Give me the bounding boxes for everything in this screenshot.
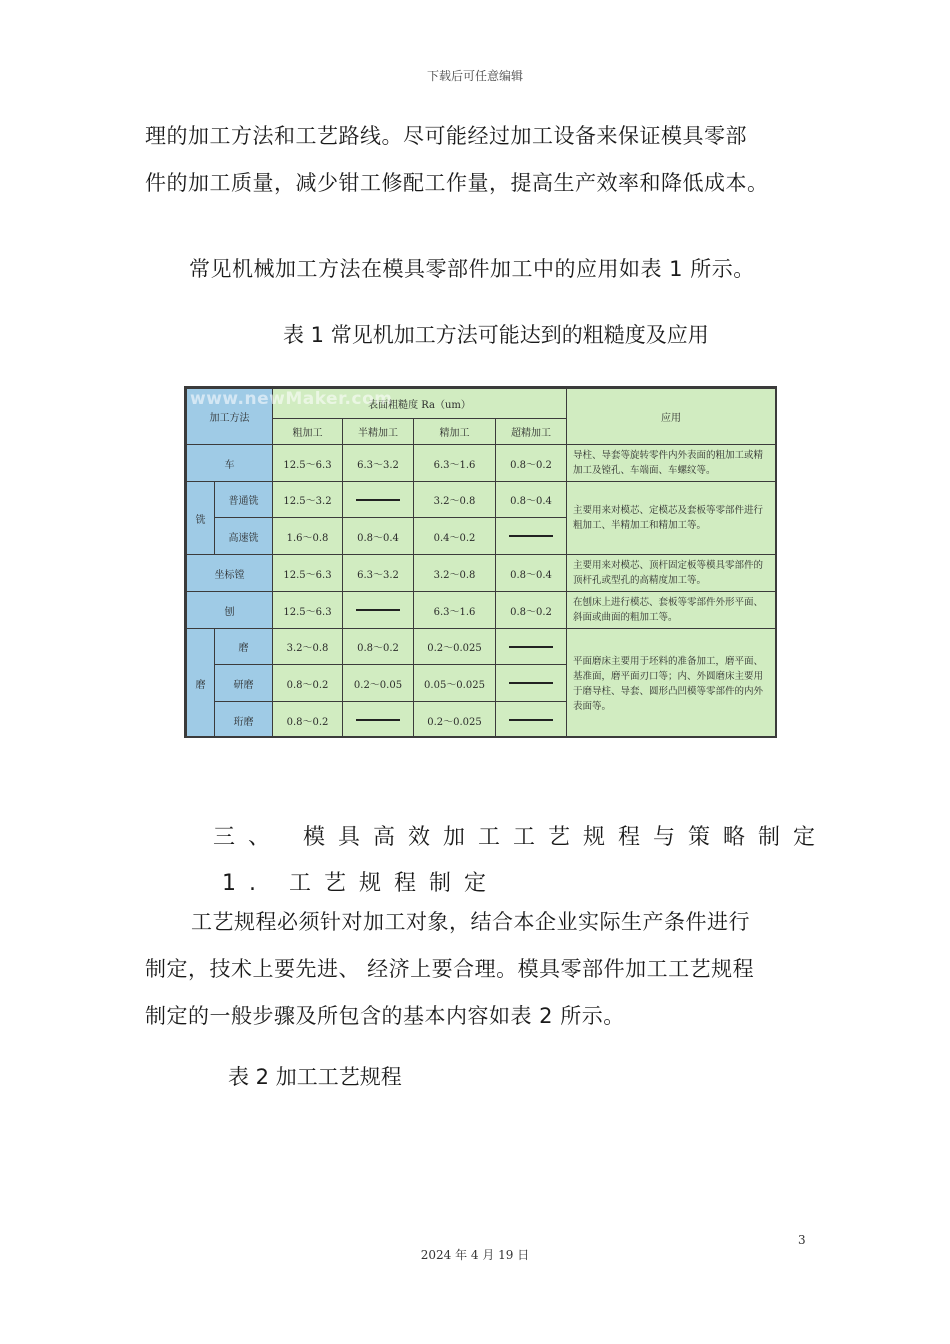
page-header: 下载后可任意编辑: [426, 69, 523, 83]
subheader-super-finish: 超精加工: [496, 419, 567, 445]
application-jig-boring: 主要用来对模芯、顶杆固定板等模具零部件的顶杆孔或型孔的高精度加工等。: [567, 555, 776, 592]
table-cell: 3.2～0.8: [273, 629, 343, 665]
paragraph-table-ref: 常见机械加工方法在模具零部件加工中的应用如表 1 所示。: [189, 257, 755, 281]
section-heading: [213, 820, 828, 851]
method-planing: 刨: [187, 592, 273, 629]
application-grinding: 平面磨床主要用于坯料的准备加工，磨平面、基准面，磨平面刃口等；内、外圆磨床主要用于磨导柱、导套、圆形凸凹模等零部件的内外表面等。: [567, 629, 776, 739]
dash-cell: [496, 702, 567, 739]
method-high-speed-milling: 高速铣: [215, 518, 273, 555]
paragraph-line: 制定的一般步骤及所包含的基本内容如表 2 所示。: [145, 1004, 625, 1028]
header-application: 应用: [567, 389, 776, 445]
table1-caption: 表 1 常见机加工方法可能达到的粗糙度及应用: [283, 323, 709, 347]
method-normal-milling: 普通铣: [215, 482, 273, 518]
table-cell: 0.8～0.2: [496, 592, 567, 629]
table-cell: 0.8～0.2: [496, 445, 567, 482]
table-cell: 0.8～0.4: [496, 482, 567, 518]
dash-mark: [509, 682, 553, 684]
table-cell: 6.3～3.2: [343, 445, 414, 482]
table-cell: 12.5～6.3: [273, 445, 343, 482]
application-turning: 导柱、导套等旋转零件内外表面的粗加工或精加工及镗孔、车端面、车螺纹等。: [567, 445, 776, 482]
watermark: www.newMaker.com: [190, 389, 393, 409]
table-cell: 12.5～6.3: [273, 592, 343, 629]
dash-cell: [496, 518, 567, 555]
dash-cell: [496, 629, 567, 665]
table-cell: 12.5～6.3: [273, 555, 343, 592]
dash-cell: [343, 592, 414, 629]
table-cell: 0.05～0.025: [414, 665, 496, 702]
section-title: 模具高效加工工艺规程与策略制定: [303, 825, 829, 850]
subheader-rough: 粗加工: [273, 419, 343, 445]
table-cell: 3.2～0.8: [414, 482, 496, 518]
table-cell: 6.3～3.2: [343, 555, 414, 592]
method-milling: 铣: [187, 482, 215, 555]
method-turning: 车: [187, 445, 273, 482]
table-cell: 0.4～0.2: [414, 518, 496, 555]
paragraph-line: 件的加工质量，减少钳工修配工作量，提高生产效率和降低成本。: [145, 171, 769, 195]
table-cell: 12.5～3.2: [273, 482, 343, 518]
page-number: 3: [798, 1233, 806, 1247]
table2-caption: 表 2 加工工艺规程: [228, 1065, 402, 1089]
roughness-table-image: [184, 386, 777, 738]
table-cell: 6.3～1.6: [414, 592, 496, 629]
table-cell: 3.2～0.8: [414, 555, 496, 592]
subheader-finish: 精加工: [414, 419, 496, 445]
method-jig-boring: 坐标镗: [187, 555, 273, 592]
method-honing: 珩磨: [215, 702, 273, 739]
table-cell: 0.2～0.05: [343, 665, 414, 702]
dash-cell: [343, 702, 414, 739]
dash-mark: [356, 499, 400, 501]
roughness-table: [186, 388, 776, 738]
dash-mark: [509, 535, 553, 537]
header-roughness: 表面粗糙度 Ra（um）: [273, 389, 567, 419]
dash-cell: [343, 482, 414, 518]
table-cell: 0.8～0.4: [496, 555, 567, 592]
method-grinding-group: 磨: [187, 629, 215, 739]
dash-cell: [496, 665, 567, 702]
paragraph-line: 理的加工方法和工艺路线。尽可能经过加工设备来保证模具零部: [145, 124, 747, 148]
application-planing: 在刨床上进行模芯、套板等零部件外形平面、斜面或曲面的粗加工等。: [567, 592, 776, 629]
dash-mark: [356, 719, 400, 721]
dash-mark: [356, 609, 400, 611]
table-cell: 0.8～0.2: [273, 702, 343, 739]
application-milling: 主要用来对模芯、定模芯及套板等零部件进行粗加工、半精加工和精加工等。: [567, 482, 776, 555]
paragraph-procedure: [145, 899, 825, 1040]
section-number: 三、: [213, 825, 284, 850]
subheader-semi-finish: 半精加工: [343, 419, 414, 445]
dash-mark: [509, 646, 553, 648]
table-cell: 0.8～0.2: [273, 665, 343, 702]
subsection-heading: 1. 工艺规程制定: [222, 871, 499, 896]
method-lapping: 研磨: [215, 665, 273, 702]
table-cell: 0.8～0.2: [343, 629, 414, 665]
table-cell: 0.8～0.4: [343, 518, 414, 555]
page-footer-date: 2024 年 4 月 19 日: [420, 1248, 530, 1262]
header-method: 加工方法: [187, 389, 273, 445]
table-cell: 6.3～1.6: [414, 445, 496, 482]
table-cell: 1.6～0.8: [273, 518, 343, 555]
table-cell: 0.2～0.025: [414, 629, 496, 665]
paragraph-line: 工艺规程必须针对加工对象，结合本企业实际生产条件进行: [191, 910, 750, 934]
method-grinding: 磨: [215, 629, 273, 665]
table-cell: 0.2～0.025: [414, 702, 496, 739]
paragraph-line: 制定，技术上要先进、 经济上要合理。模具零部件加工工艺规程: [145, 957, 755, 981]
dash-mark: [509, 719, 553, 721]
paragraph-intro: [145, 113, 825, 207]
